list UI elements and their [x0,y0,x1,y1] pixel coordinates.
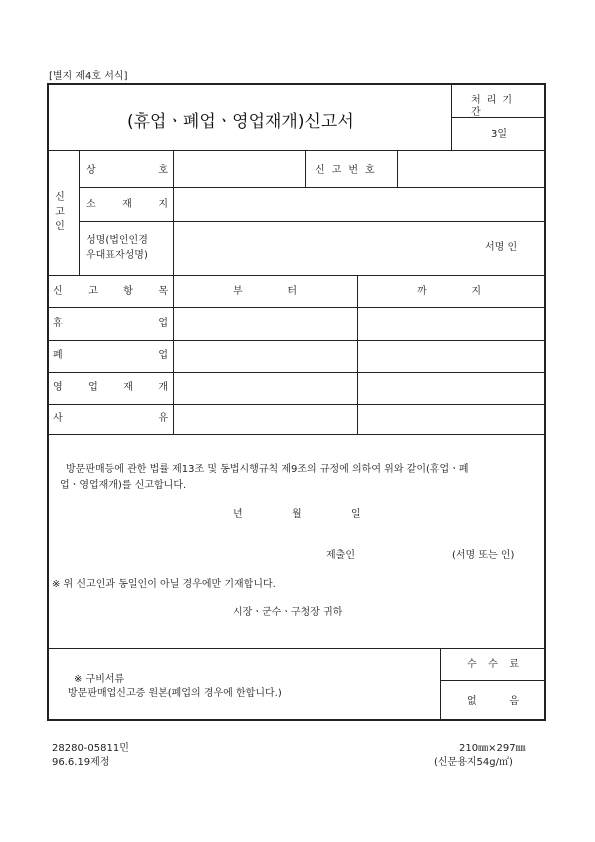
report-number-label: 신고번호 [315,165,382,176]
address-char-2: 재 [122,199,132,210]
signature-label: 서명 인 [485,242,518,253]
docs-title: ※ 구비서류 [74,674,125,685]
processing-label-text: 처리기간 [471,95,518,118]
date-month: 월 [292,509,302,520]
from-char-2: 터 [287,286,297,297]
side-char-3: 인 [55,221,65,232]
hdr-char-3: 항 [123,286,133,297]
date-day: 일 [351,509,361,520]
processing-value: 3일 [491,129,508,140]
row3-char-2: 업 [88,382,98,393]
row1-char-1: 휴 [53,318,63,329]
form-title: (휴업ㆍ폐업ㆍ영업재개)신고서 [127,112,354,132]
recipient: 시장ㆍ군수ㆍ구청장 귀하 [233,607,343,618]
fee-value-char-1: 없 [467,696,477,707]
address-char-3: 지 [158,199,168,210]
border-left [47,83,49,721]
row-resumption [53,382,168,394]
border-right [544,83,546,721]
name-label-line1: 성명(법인인경 [86,235,148,246]
hdr-char-1: 신 [53,286,63,297]
fee-value [467,696,519,708]
statement-line1: 방문판매등에 관한 법률 제13조 및 동법시행규칙 제9조의 규정에 의하여 위와 같이(휴업ㆍ폐 [66,464,469,475]
row4-char-2: 유 [158,413,168,424]
header-to [417,286,481,298]
row3-char-1: 영 [53,382,63,393]
row-suspension [53,318,168,330]
footer-code: 28280-05811민 [52,743,129,754]
note: ※ 위 신고인과 동일인이 아닐 경우에만 기재합니다. [52,579,276,590]
statement-line2: 업ㆍ영업재개)를 신고합니다. [60,480,187,491]
row2-char-2: 업 [158,350,168,361]
address-label [86,199,168,211]
row3-char-3: 재 [123,382,133,393]
fee-label [467,659,519,671]
form-number: [별지 제4호 서식] [49,71,128,82]
row2-char-1: 폐 [53,350,63,361]
header-from [233,286,297,298]
trade-name-char-2: 호 [158,165,168,176]
fee-char-2: 수 [488,659,498,670]
fee-char-1: 수 [467,659,477,670]
row-closure [53,350,168,362]
trade-name-label [86,165,168,177]
footer-size: 210㎜×297㎜ [459,743,526,754]
from-char-1: 부 [233,286,243,297]
side-char-2: 고 [55,206,65,218]
side-char-1: 신 [55,192,65,203]
row1-char-2: 업 [158,318,168,329]
fee-value-char-2: 음 [509,696,519,707]
processing-label [471,95,527,119]
reporter-side-label [53,192,67,232]
docs-item: 방문판매업신고증 원본(폐업의 경우에 한합니다.) [68,688,282,699]
address-char-1: 소 [86,199,96,210]
border-top [47,83,546,85]
trade-name-char-1: 상 [86,165,96,176]
submitter-label: 제출인 [326,550,355,561]
to-char-1: 까 [417,286,427,297]
fee-char-3: 료 [509,659,519,670]
border-bottom [47,719,546,721]
header-report-item [53,286,168,298]
to-char-2: 지 [471,286,481,297]
row4-char-1: 사 [53,413,63,424]
hdr-char-4: 목 [158,286,168,297]
submitter-sign: (서명 또는 인) [452,550,515,561]
row-reason [53,413,168,425]
hdr-char-2: 고 [88,286,98,297]
name-label-line2: 우대표자성명) [86,250,148,261]
row3-char-4: 개 [158,382,168,393]
footer-date: 96.6.19제정 [52,757,110,768]
date-year: 년 [233,509,243,520]
footer-paper: (신문용지54g/㎡) [434,757,513,768]
